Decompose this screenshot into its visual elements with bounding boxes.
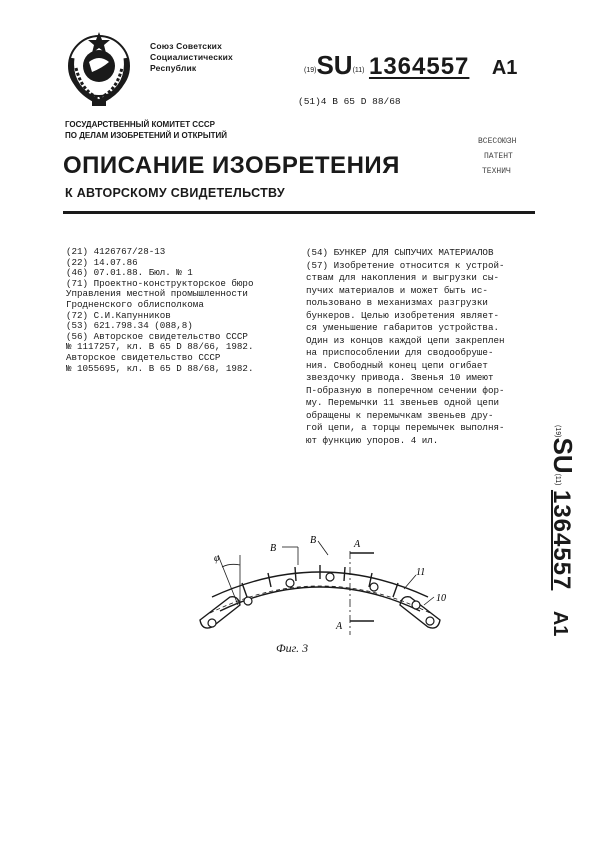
biblio-line: № 1055695, кл. В 65 D 88/68, 1982. [66, 362, 254, 374]
abstract-line: гой цепи, а торцы перемычек выполня- [306, 422, 505, 433]
side-number: 1364557 [548, 489, 575, 591]
patent-kind: A1 [491, 57, 518, 79]
stamp-line: ВСЕСОЮЗН [478, 137, 517, 146]
right-end-link [400, 597, 440, 628]
biblio-line: (46) 07.01.88. Бюл. № 1 [66, 267, 193, 279]
side-kind: A1 [549, 610, 571, 637]
link-pivot [426, 617, 434, 625]
document-title: ОПИСАНИЕ ИЗОБРЕТЕНИЯ [63, 152, 400, 179]
link-pivot [286, 579, 294, 587]
biblio-line: (53) 621.798.34 (088,8) [66, 320, 193, 332]
biblio-line: (72) С.И.Капунников [66, 309, 171, 321]
biblio-line: (71) Проектно-конструкторское бюро [66, 277, 254, 289]
figure-3-drawing [190, 525, 460, 665]
document-subtitle: К АВТОРСКОМУ СВИДЕТЕЛЬСТВУ [65, 186, 285, 200]
code11: (11) [352, 67, 365, 74]
link-pivot [244, 597, 252, 605]
header-rule [63, 211, 535, 214]
abstract-line: звездочку привода. Звенья 10 имеют [306, 372, 494, 383]
ussr-line: Республик [150, 63, 197, 73]
stamp-line: ПАТЕНТ [484, 152, 513, 161]
biblio-line: (22) 14.07.86 [66, 256, 138, 268]
abstract-line: ют функцию упоров. 4 ил. [306, 434, 439, 446]
abstract-line: ствам для накопления и выгрузки сы- [306, 272, 499, 283]
country-code: SU [316, 50, 353, 80]
figure-caption: Фиг. 3 [276, 641, 309, 655]
biblio-line: (21) 4126767/28-13 [66, 246, 166, 257]
ussr-name-block [150, 41, 233, 74]
abstract-line: (57) Изобретение относится к устрой- [306, 259, 505, 271]
link-pivot [208, 619, 216, 627]
ussr-line: Союз Советских [150, 41, 223, 51]
code19: (19) [304, 67, 317, 74]
biblio-line: № 1117257, кл. В 65 D 88/66, 1982. [66, 341, 254, 353]
link-pivot [326, 573, 334, 581]
biblio-line: Гродненского облисполкома [66, 298, 204, 310]
label-10: 10 [436, 593, 446, 604]
abstract-line: П-образную в поперечном сечении фор- [306, 384, 505, 396]
biblio-line: Управления местной промышленности [66, 288, 248, 300]
ipc-class: (51)4 В 65 D 88/68 [298, 96, 401, 107]
abstract-line: Один из концов каждой цепи закреплен [306, 334, 505, 346]
committee-line: ГОСУДАРСТВЕННЫЙ КОМИТЕТ СССР [65, 120, 215, 129]
left-end-link [200, 597, 240, 628]
side-country-code: SU [548, 437, 578, 474]
label-b-right: В [310, 535, 317, 546]
abstract-block [306, 247, 531, 447]
patent-number: 1364557 [368, 53, 470, 80]
abstract-line: на приспособлении для сводообруше- [306, 347, 494, 358]
stamp-line: ТЕХНИЧ [482, 167, 511, 176]
biblio-line: Авторское свидетельство СССР [66, 351, 221, 363]
ussr-emblem-icon [62, 28, 136, 110]
label-a-top: А [354, 539, 361, 550]
library-stamp [448, 134, 548, 194]
abstract-line: пользовано в механизмах разгрузки [306, 297, 488, 308]
label-a-bottom: А [336, 621, 343, 632]
abstract-line: обращены к перемычкам звеньев дру- [306, 409, 494, 421]
side-code11: (11) [554, 473, 561, 486]
committee-line: ПО ДЕЛАМ ИЗОБРЕТЕНИЙ И ОТКРЫТИЙ [65, 130, 228, 140]
abstract-text [306, 260, 531, 448]
label-11: 11 [416, 567, 426, 578]
committee-block [65, 120, 227, 141]
label-phi: φ [214, 553, 220, 564]
link-pivot [370, 583, 378, 591]
label-b-left: В [270, 543, 277, 554]
abstract-line: ния. Свободный конец цепи огибает [306, 359, 488, 371]
abstract-line: му. Перемычки 11 звеньев одной цепи [306, 397, 499, 408]
ussr-line: Социалистических [150, 52, 233, 62]
abstract-line: бункеров. Целью изобретения являет- [306, 309, 499, 321]
patent-number-line [304, 50, 517, 81]
side-code19: (19) [554, 425, 561, 438]
abstract-line: ся уменьшение габаритов устройства. [306, 322, 499, 333]
link-pivot [412, 601, 420, 609]
bibliographic-data [66, 247, 296, 374]
abstract-line: пучих материалов и может быть ис- [306, 284, 488, 296]
abstract-title: (54) БУНКЕР ДЛЯ СЫПУЧИХ МАТЕРИАЛОВ [306, 247, 494, 258]
side-patent-number [528, 425, 578, 685]
biblio-line: (56) Авторское свидетельство СССР [66, 330, 248, 342]
